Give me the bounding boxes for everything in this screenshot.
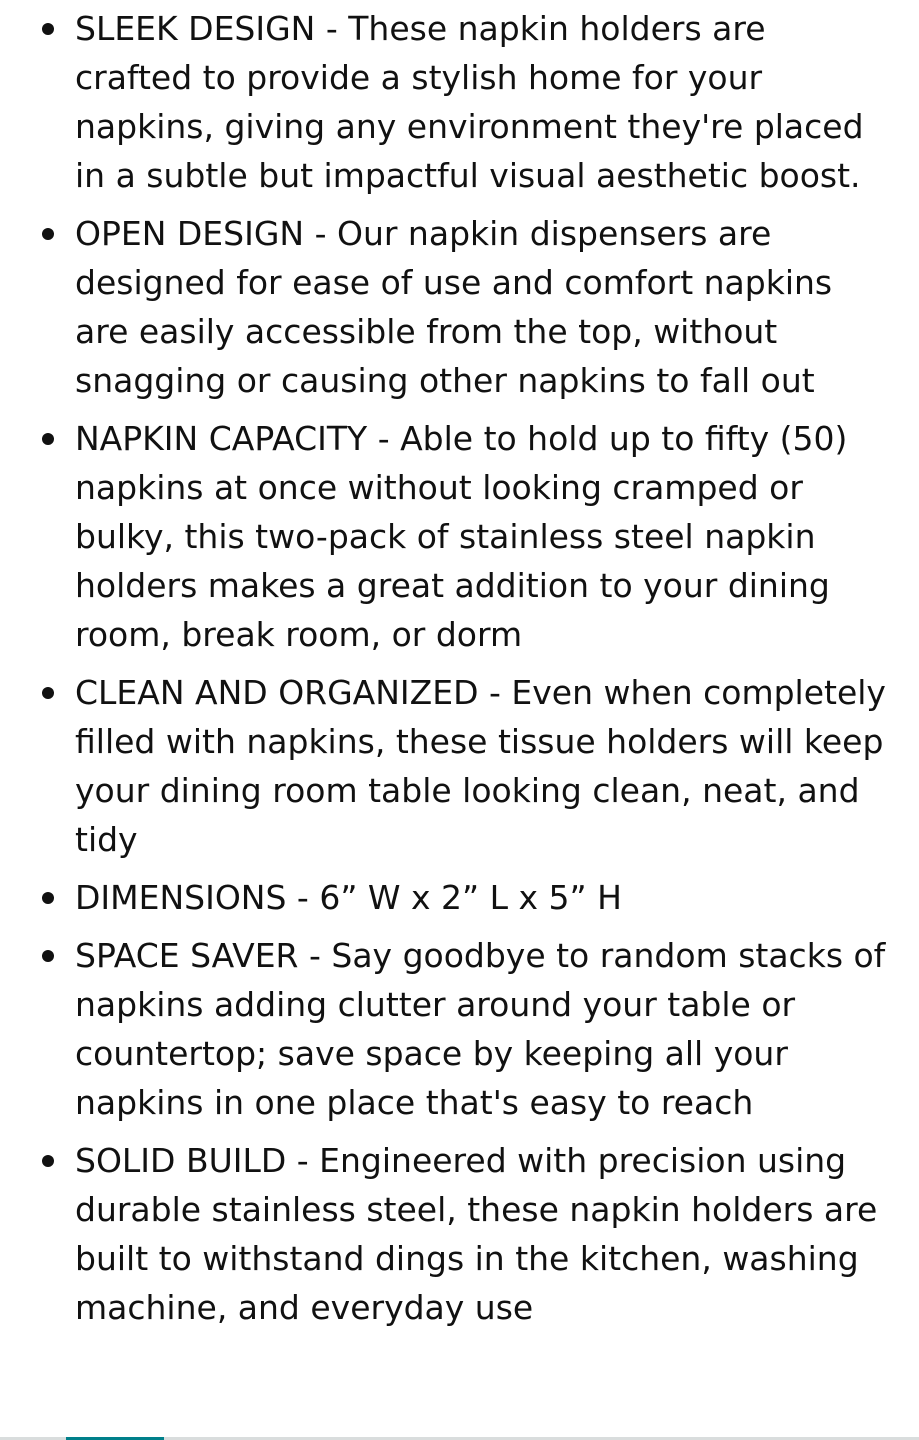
feature-text: SLEEK DESIGN - These napkin holders are crafted to provide a stylish home for your napkins, giving any environment they're placed in a subtle but impactful visual aesthetic boost. xyxy=(75,9,864,195)
feature-text: CLEAN AND ORGANIZED - Even when completely filled with napkins, these tissue holders will keep your dining room table looking clean, neat, and tidy xyxy=(75,673,886,859)
feature-bullet-napkin-capacity xyxy=(0,414,919,659)
feature-bullet-list xyxy=(0,4,919,1341)
bullet-dot-icon xyxy=(42,950,54,962)
bullet-dot-icon xyxy=(42,228,54,240)
bullet-dot-icon xyxy=(42,892,54,904)
bullet-dot-icon xyxy=(42,687,54,699)
feature-text: NAPKIN CAPACITY - Able to hold up to fifty (50) napkins at once without looking cramped or bulky, this two-pack of stainless steel napkin holders makes a great addition to your dining room, break room, or dorm xyxy=(75,419,848,654)
bullet-dot-icon xyxy=(42,1155,54,1167)
feature-bullet-clean-and-organized xyxy=(0,668,919,864)
feature-text: DIMENSIONS - 6” W x 2” L x 5” H xyxy=(75,878,622,917)
feature-bullet-space-saver xyxy=(0,931,919,1127)
bullet-dot-icon xyxy=(42,433,54,445)
feature-bullet-sleek-design xyxy=(0,4,919,200)
feature-text: SPACE SAVER - Say goodbye to random stacks of napkins adding clutter around your table or countertop; save space by keeping all your napkins in one place that's easy to reach xyxy=(75,936,886,1122)
feature-text: SOLID BUILD - Engineered with precision using durable stainless steel, these napkin holders are built to withstand dings in the kitchen, washing machine, and everyday use xyxy=(75,1141,878,1327)
feature-bullet-open-design xyxy=(0,209,919,405)
feature-text: OPEN DESIGN - Our napkin dispensers are designed for ease of use and comfort napkins are easily accessible from the top, without snagging or causing other napkins to fall out xyxy=(75,214,833,400)
feature-bullet-dimensions xyxy=(0,873,919,922)
bullet-dot-icon xyxy=(42,23,54,35)
feature-bullet-solid-build xyxy=(0,1136,919,1332)
